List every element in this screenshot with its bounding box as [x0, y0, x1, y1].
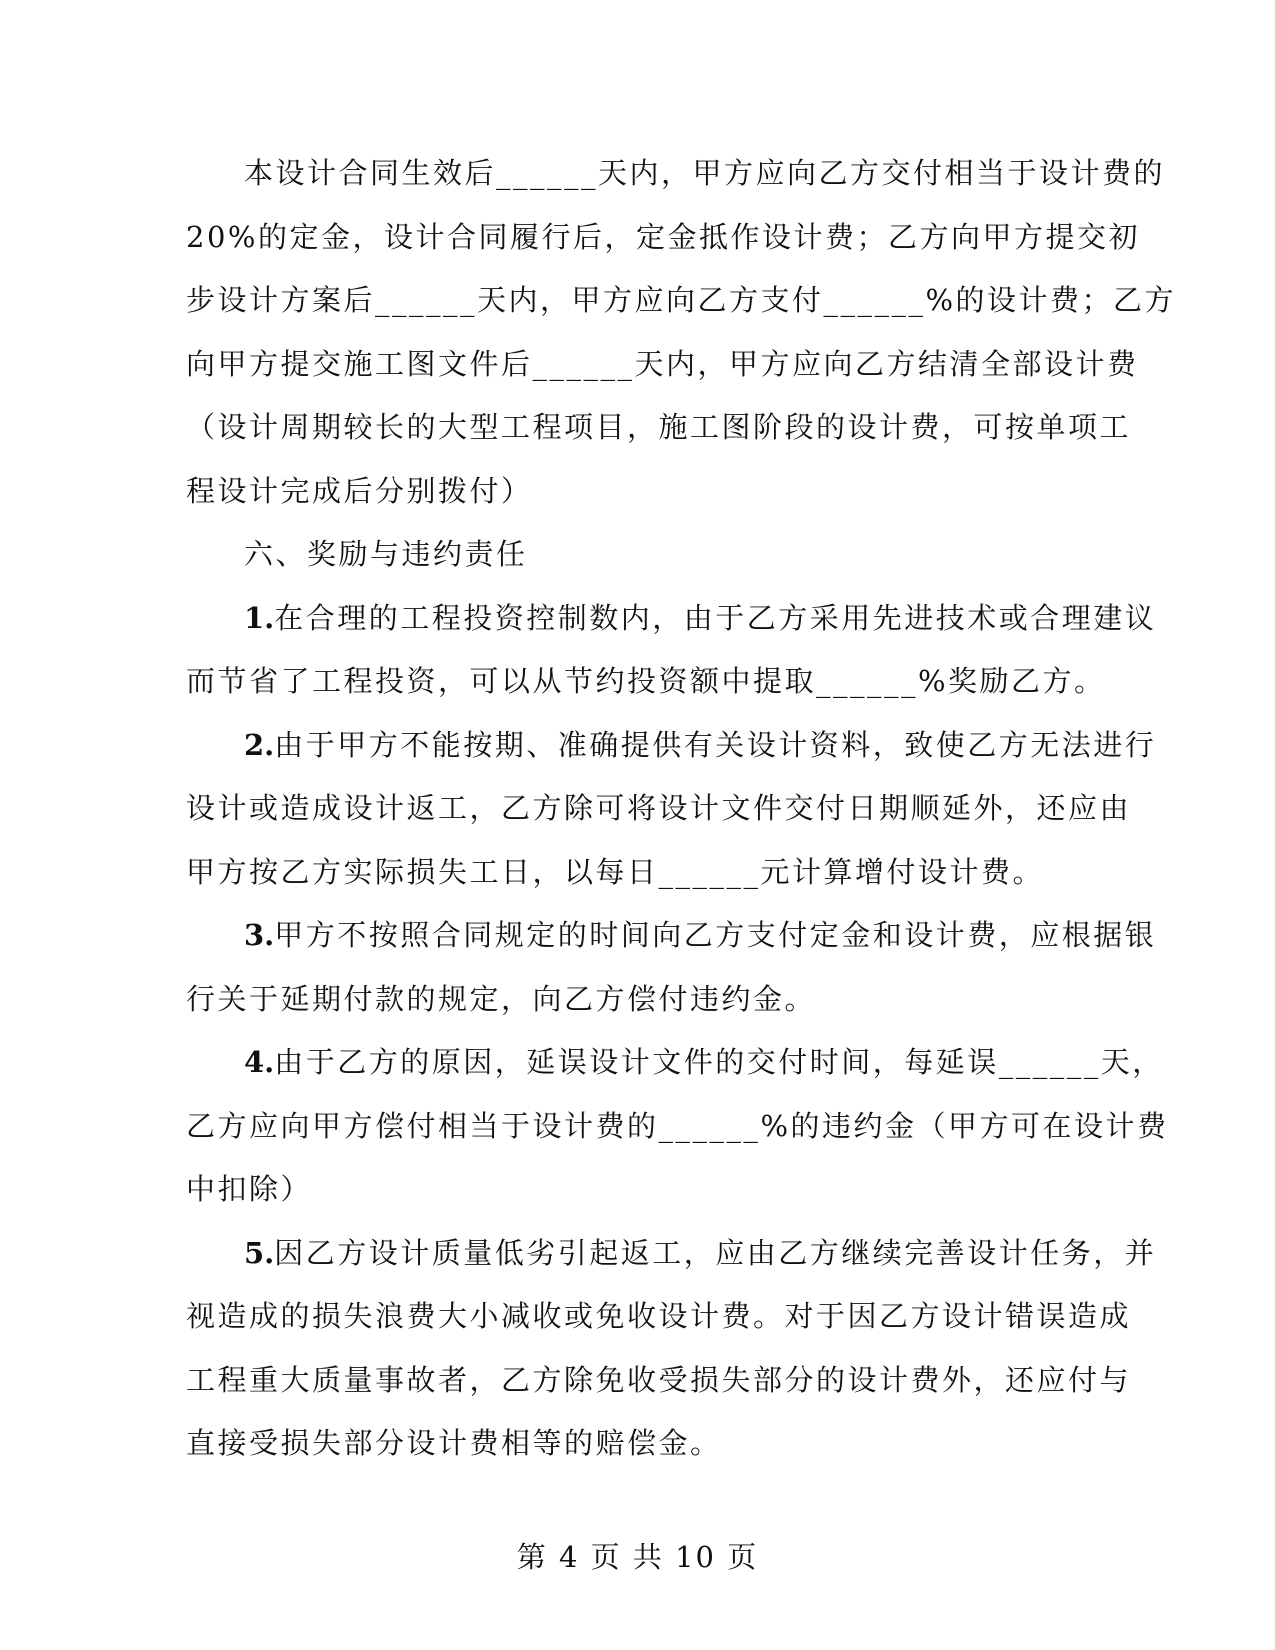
clause-line — [186, 587, 1157, 651]
line-text: （设计周期较长的大型工程项目，施工图阶段的设计费，可按单项工 — [186, 410, 1132, 444]
line-text: 因乙方设计质量低劣引起返工，应由乙方继续完善设计任务，并 — [274, 1235, 1157, 1270]
line-text: 在合理的工程投资控制数内，由于乙方采用先进技术或合理建议 — [274, 600, 1157, 635]
line-text: 向甲方提交施工图文件后______天内，甲方应向乙方结清全部设计费 — [186, 346, 1139, 381]
text-line — [186, 777, 1132, 841]
text-line — [186, 968, 1086, 1032]
line-text: 甲方不按照合同规定的时间向乙方支付定金和设计费，应根据银 — [274, 918, 1157, 952]
clause-number: 1. — [244, 600, 275, 635]
line-text: 直接受损失部分设计费相等的赔偿金。 — [186, 1426, 722, 1460]
clause-number: 3. — [244, 918, 275, 952]
page-footer: 第 4 页 共 10 页 — [516, 1540, 759, 1574]
line-text: 甲方按乙方实际损失工日，以每日______元计算增付设计费。 — [186, 854, 1045, 889]
heading-text: 六、奖励与违约责任 — [244, 537, 528, 571]
text-line — [186, 841, 1086, 905]
section-heading — [186, 523, 1086, 587]
line-text: 乙方应向甲方偿付相当于设计费的______%的违约金（甲方可在设计费 — [186, 1108, 1169, 1143]
line-text: 由于甲方不能按期、准确提供有关设计资料，致使乙方无法进行 — [274, 727, 1157, 762]
text-line — [186, 1412, 1086, 1476]
line-text: 程设计完成后分别拨付） — [186, 473, 533, 508]
document-body — [186, 142, 1177, 1476]
clause-number: 4. — [244, 1045, 275, 1079]
text-line — [186, 1095, 1169, 1159]
line-text: 设计或造成设计返工，乙方除可将设计文件交付日期顺延外，还应由 — [186, 791, 1132, 825]
line-text: 由于乙方的原因，延误设计文件的交付时间，每延误______天， — [274, 1045, 1164, 1079]
line-text: 本设计合同生效后______天内，甲方应向乙方交付相当于设计费的 — [244, 156, 1166, 190]
text-line — [186, 269, 1177, 333]
text-line — [186, 142, 1166, 206]
text-line — [186, 333, 1139, 397]
clause-line — [186, 904, 1157, 968]
clause-line — [186, 1222, 1157, 1286]
line-text: 视造成的损失浪费大小减收或免收设计费。对于因乙方设计错误造成 — [186, 1299, 1132, 1333]
line-text: 中扣除） — [186, 1172, 313, 1206]
text-line — [186, 650, 1106, 714]
text-line — [186, 206, 1140, 270]
clause-line — [186, 714, 1157, 778]
line-text: 行关于延期付款的规定，向乙方偿付违约金。 — [186, 981, 817, 1016]
text-line — [186, 1349, 1132, 1413]
line-text: 而节省了工程投资，可以从节约投资额中提取______%奖励乙方。 — [186, 664, 1106, 698]
clause-line — [186, 1031, 1164, 1095]
line-text: 20%的定金，设计合同履行后，定金抵作设计费；乙方向甲方提交初 — [186, 219, 1140, 254]
text-line — [186, 1158, 1086, 1222]
line-text: 工程重大质量事故者，乙方除免收受损失部分的设计费外，还应付与 — [186, 1362, 1132, 1397]
text-line — [186, 396, 1132, 460]
clause-number: 5. — [244, 1235, 275, 1270]
clause-number: 2. — [244, 727, 275, 762]
text-line — [186, 460, 1086, 524]
line-text: 步设计方案后______天内，甲方应向乙方支付______%的设计费；乙方 — [186, 283, 1177, 317]
text-line — [186, 1285, 1132, 1349]
